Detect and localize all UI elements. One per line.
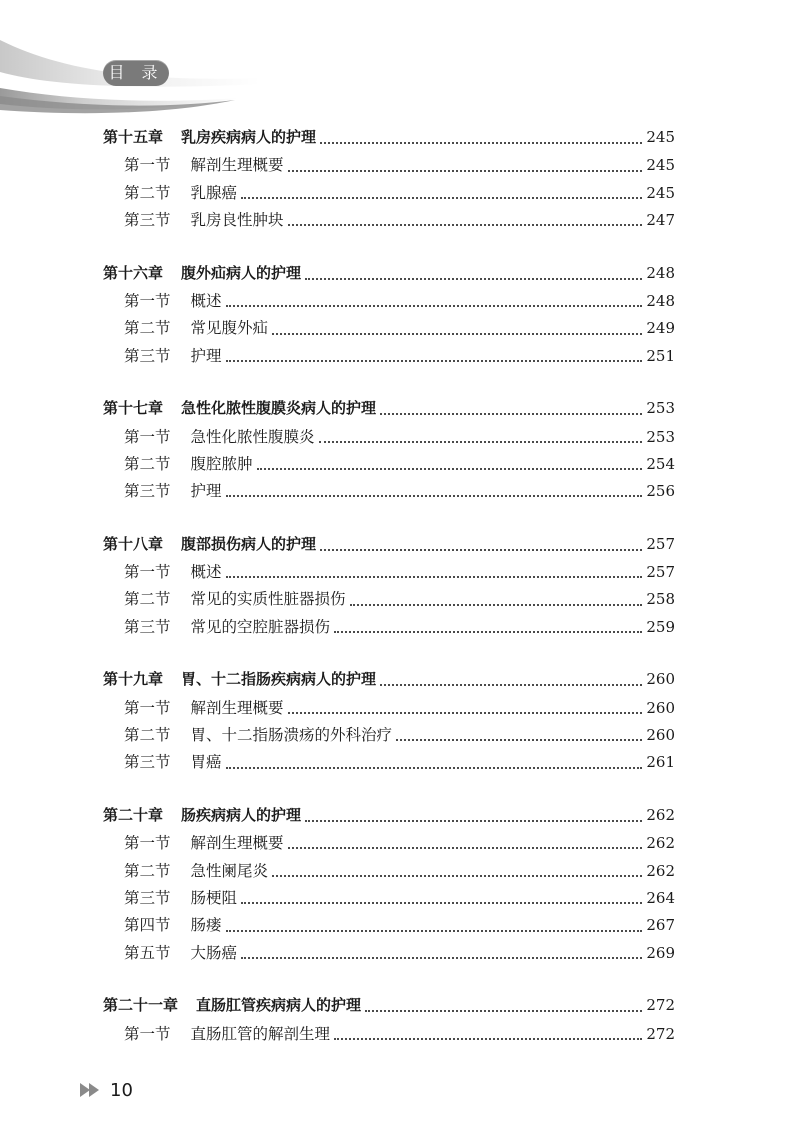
section-page-number: 248 [646, 291, 675, 310]
section-page-number: 269 [646, 943, 675, 962]
section-title: 肠瘘 [190, 916, 222, 935]
toc-section-entry[interactable] [103, 316, 675, 343]
section-page-number: 264 [646, 888, 675, 907]
section-title: 解剖生理概要 [190, 698, 284, 717]
toc-section-entry[interactable] [103, 1022, 675, 1049]
section-number: 第一节 [124, 156, 171, 175]
section-title: 肠梗阻 [190, 888, 238, 907]
dot-leader [320, 141, 642, 144]
toc-section-entry[interactable] [103, 344, 675, 371]
dot-leader [319, 440, 643, 443]
toc-chapter-group [103, 126, 675, 236]
table-of-contents [103, 126, 675, 1075]
double-chevron-right-icon [80, 1083, 102, 1097]
chapter-title: 腹部损伤病人的护理 [181, 534, 317, 553]
section-number: 第一节 [124, 834, 171, 853]
chapter-title: 急性化脓性腹膜炎病人的护理 [181, 399, 377, 418]
dot-leader [396, 738, 642, 741]
toc-heading-badge: 目 录 [103, 60, 169, 86]
section-title: 乳房良性肿块 [190, 211, 284, 230]
toc-chapter-group [103, 397, 675, 507]
dot-leader [305, 819, 642, 822]
section-page-number: 258 [646, 590, 675, 609]
section-page-number: 247 [646, 211, 675, 230]
chapter-page-number: 245 [646, 128, 675, 146]
section-number: 第一节 [124, 427, 171, 446]
toc-section-entry[interactable] [103, 615, 675, 642]
toc-section-entry[interactable] [103, 750, 675, 777]
toc-section-entry[interactable] [103, 479, 675, 506]
toc-chapter-group [103, 668, 675, 778]
dot-leader [226, 304, 643, 307]
toc-chapter-entry[interactable] [103, 668, 675, 695]
section-title: 常见腹外疝 [190, 319, 269, 338]
section-number: 第二节 [124, 726, 171, 745]
dot-leader [288, 169, 643, 172]
toc-chapter-group [103, 533, 675, 643]
section-number: 第二节 [124, 590, 171, 609]
section-title: 护理 [190, 346, 222, 365]
dot-leader [305, 277, 642, 280]
toc-chapter-group [103, 804, 675, 968]
section-title: 胃癌 [190, 753, 222, 772]
dot-leader [288, 223, 643, 226]
chapter-page-number: 257 [646, 534, 675, 553]
section-title: 急性阑尾炎 [190, 861, 269, 880]
chapter-page-number: 272 [646, 996, 675, 1015]
page-header [0, 0, 800, 130]
section-page-number: 260 [646, 698, 675, 717]
section-number: 第三节 [124, 211, 171, 230]
chapter-page-number: 248 [646, 263, 675, 282]
chapter-title: 直肠肛管疾病病人的护理 [196, 996, 362, 1015]
section-title: 解剖生理概要 [190, 834, 284, 853]
toc-chapter-entry[interactable] [103, 994, 675, 1021]
section-number: 第一节 [124, 291, 171, 310]
toc-section-entry[interactable] [103, 831, 675, 858]
section-title: 概述 [190, 291, 222, 310]
toc-section-entry[interactable] [103, 153, 675, 180]
toc-chapter-group [103, 262, 675, 372]
section-page-number: 262 [646, 861, 675, 880]
toc-chapter-entry[interactable] [103, 126, 675, 153]
section-number: 第四节 [124, 916, 171, 935]
section-page-number: 249 [646, 319, 675, 338]
section-title: 胃、十二指肠溃疡的外科治疗 [190, 726, 393, 745]
dot-leader [241, 956, 642, 959]
section-number: 第二节 [124, 319, 171, 338]
section-page-number: 267 [646, 916, 675, 935]
section-number: 第二节 [124, 454, 171, 473]
section-title: 急性化脓性腹膜炎 [190, 427, 315, 446]
toc-chapter-group [103, 994, 675, 1049]
dot-leader [350, 603, 643, 606]
section-number: 第三节 [124, 482, 171, 501]
chapter-number: 第十五章 [103, 128, 164, 146]
toc-section-entry[interactable] [103, 941, 675, 968]
section-number: 第三节 [124, 888, 171, 907]
dot-leader [334, 630, 642, 633]
toc-section-entry[interactable] [103, 723, 675, 750]
chapter-number: 第十七章 [103, 399, 164, 418]
chapter-page-number: 260 [646, 670, 675, 689]
toc-section-entry[interactable] [103, 696, 675, 723]
chapter-title: 腹外疝病人的护理 [181, 263, 302, 282]
section-title: 护理 [190, 482, 222, 501]
dot-leader [272, 874, 642, 877]
section-title: 乳腺癌 [190, 183, 238, 202]
section-title: 直肠肛管的解剖生理 [190, 1024, 331, 1043]
chapter-page-number: 253 [646, 399, 675, 418]
toc-section-entry[interactable] [103, 913, 675, 940]
toc-section-entry[interactable] [103, 181, 675, 208]
chapter-title: 乳房疾病病人的护理 [181, 128, 317, 146]
dot-leader [380, 683, 642, 686]
section-title: 解剖生理概要 [190, 156, 284, 175]
chapter-number: 第十六章 [103, 263, 164, 282]
chapter-title: 肠疾病病人的护理 [181, 805, 302, 824]
section-title: 概述 [190, 563, 222, 582]
toc-chapter-entry[interactable] [103, 397, 675, 424]
dot-leader [226, 494, 643, 497]
dot-leader [288, 711, 643, 714]
dot-leader [226, 575, 643, 578]
toc-section-entry[interactable] [103, 560, 675, 587]
dot-leader [272, 332, 642, 335]
dot-leader [241, 901, 642, 904]
section-number: 第二节 [124, 861, 171, 880]
dot-leader [288, 846, 643, 849]
dot-leader [365, 1009, 642, 1012]
chapter-number: 第二十章 [103, 805, 164, 824]
toc-section-entry[interactable] [103, 208, 675, 235]
section-page-number: 245 [646, 183, 675, 202]
toc-section-entry[interactable] [103, 886, 675, 913]
section-page-number: 260 [646, 726, 675, 745]
dot-leader [226, 359, 643, 362]
section-number: 第一节 [124, 698, 171, 717]
toc-section-entry[interactable] [103, 452, 675, 479]
section-page-number: 251 [646, 346, 675, 365]
section-number: 第三节 [124, 753, 171, 772]
section-number: 第五节 [124, 943, 171, 962]
section-title: 大肠癌 [190, 943, 238, 962]
section-title: 常见的空腔脏器损伤 [190, 617, 331, 636]
dot-leader [241, 196, 642, 199]
dot-leader [257, 467, 643, 470]
section-page-number: 262 [646, 834, 675, 853]
section-page-number: 259 [646, 617, 675, 636]
dot-leader [226, 766, 643, 769]
page-footer [80, 1078, 133, 1102]
chapter-number: 第十八章 [103, 534, 164, 553]
section-title: 腹腔脓肿 [190, 454, 253, 473]
section-number: 第一节 [124, 563, 171, 582]
section-page-number: 256 [646, 482, 675, 501]
section-number: 第一节 [124, 1024, 171, 1043]
page-number: 10 [110, 1079, 133, 1101]
section-page-number: 254 [646, 454, 675, 473]
section-page-number: 257 [646, 563, 675, 582]
toc-section-entry[interactable] [103, 425, 675, 452]
section-number: 第二节 [124, 183, 171, 202]
section-page-number: 261 [646, 753, 675, 772]
section-title: 常见的实质性脏器损伤 [190, 590, 346, 609]
toc-chapter-entry[interactable] [103, 804, 675, 831]
toc-chapter-entry[interactable] [103, 262, 675, 289]
dot-leader [380, 412, 642, 415]
chapter-title: 胃、十二指肠疾病病人的护理 [181, 670, 377, 689]
section-number: 第三节 [124, 346, 171, 365]
toc-section-entry[interactable] [103, 859, 675, 886]
chapter-number: 第二十一章 [103, 996, 179, 1015]
section-page-number: 245 [646, 156, 675, 175]
toc-section-entry[interactable] [103, 289, 675, 316]
chapter-page-number: 262 [646, 805, 675, 824]
toc-section-entry[interactable] [103, 587, 675, 614]
section-number: 第三节 [124, 617, 171, 636]
toc-chapter-entry[interactable] [103, 533, 675, 560]
section-page-number: 272 [646, 1024, 675, 1043]
dot-leader [334, 1037, 642, 1040]
dot-leader [320, 548, 642, 551]
chapter-number: 第十九章 [103, 670, 164, 689]
section-page-number: 253 [646, 427, 675, 446]
dot-leader [226, 929, 643, 932]
